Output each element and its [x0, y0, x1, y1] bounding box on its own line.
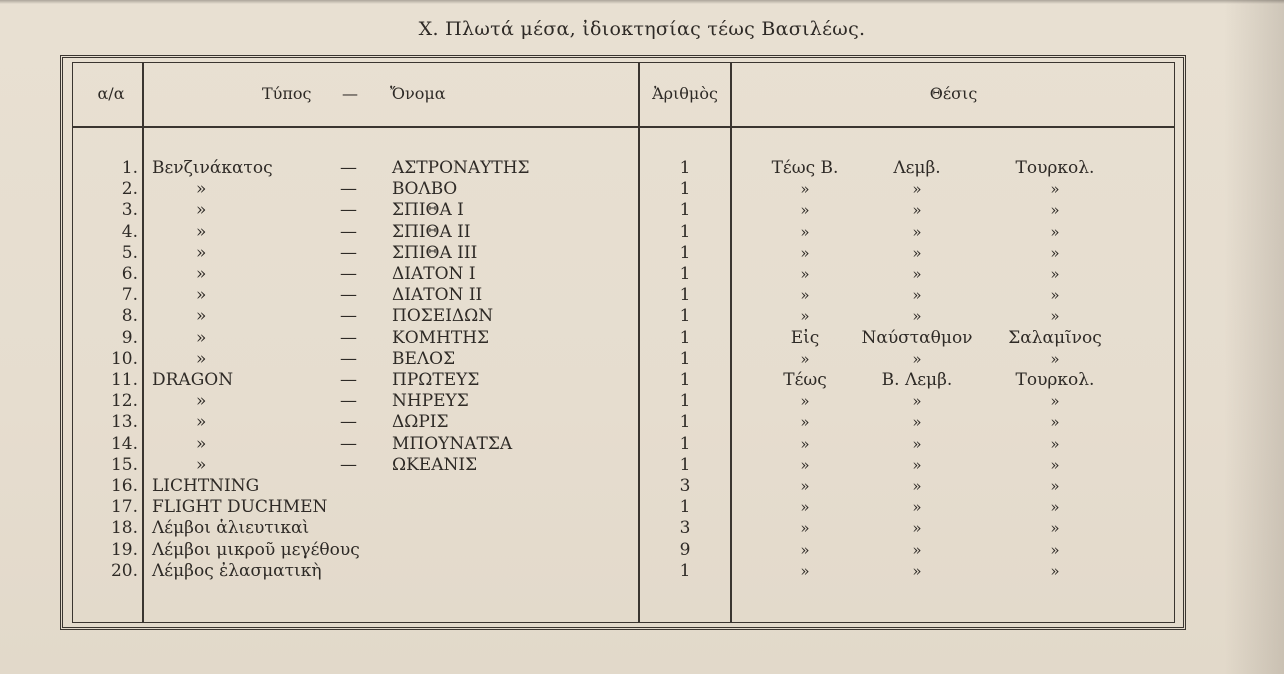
row-dash: — [340, 179, 357, 200]
row-index: 15. [110, 454, 138, 475]
row-index: 1. [121, 158, 138, 178]
row-number: 1 [679, 560, 691, 581]
row-position-3: » [1050, 477, 1060, 495]
row-type: Λέμβοι ἁλιευτικαὶ [152, 518, 310, 539]
row-number: 1 [679, 497, 691, 518]
row-dash: — [340, 454, 357, 475]
row-dash: — [340, 264, 357, 284]
row-number: 3 [679, 518, 691, 539]
row-position-2: » [912, 307, 922, 326]
row-name: ΔΩΡΙΣ [392, 412, 449, 433]
row-index: 20. [110, 560, 138, 581]
row-position-1: » [800, 349, 810, 368]
row-type: » [196, 348, 207, 369]
row-type: » [196, 179, 207, 200]
row-dash: — [340, 242, 357, 263]
row-position-2: » [912, 265, 922, 283]
row-position-3: » [1050, 265, 1060, 283]
row-position-3: Σαλαμῖνος [1008, 327, 1102, 348]
row-name: ΠΡΩΤΕΥΣ [392, 370, 480, 390]
row-type: » [196, 391, 207, 412]
row-type: Λέμβος ἐλασματικὴ [152, 560, 322, 581]
row-position-3: » [1050, 540, 1060, 559]
row-index: 18. [110, 518, 138, 539]
row-index: 13. [110, 412, 138, 433]
row-position-2: » [912, 392, 922, 411]
row-position-2: » [912, 243, 922, 262]
row-index: 2. [121, 179, 138, 200]
header-dash: — [342, 84, 358, 103]
row-name: ΣΠΙΘΑ ΙΙ [392, 221, 471, 242]
row-number: 1 [679, 370, 691, 390]
row-position-2: Β. Λεμβ. [881, 370, 953, 390]
row-number: 1 [679, 200, 691, 221]
row-type: » [196, 454, 207, 475]
row-position-3: » [1050, 201, 1060, 220]
row-type: » [196, 221, 207, 242]
row-dash: — [340, 348, 357, 369]
row-dash: — [340, 412, 357, 433]
row-name: ΒΟΛΒΟ [392, 179, 458, 200]
row-position-3: » [1050, 392, 1060, 411]
row-position-1: » [800, 222, 810, 241]
row-position-2: » [912, 413, 922, 432]
column-divider-index [142, 62, 144, 623]
row-position-3: » [1050, 349, 1060, 368]
row-position-1: » [800, 498, 810, 517]
row-position-2: Λεμβ. [893, 158, 941, 178]
row-position-2: » [912, 201, 922, 220]
row-position-1: » [800, 540, 810, 559]
row-position-1: » [800, 477, 810, 495]
row-position-1: » [800, 307, 810, 326]
row-position-1: » [800, 561, 810, 580]
header-position: Θέσις [929, 84, 978, 103]
row-position-2: » [912, 180, 922, 199]
row-index: 19. [110, 539, 138, 560]
row-position-3: » [1050, 180, 1060, 199]
row-name: ΣΠΙΘΑ Ι [392, 200, 464, 221]
row-name: ΒΕΛΟΣ [392, 348, 456, 369]
row-position-3: » [1050, 307, 1060, 326]
page-edge-shadow [1224, 0, 1284, 674]
row-type: » [196, 285, 207, 306]
row-type: LICHTNING [152, 476, 260, 496]
row-number: 1 [679, 327, 691, 348]
row-index: 9. [121, 327, 138, 348]
row-name: ΩΚΕΑΝΙΣ [392, 454, 478, 475]
row-position-2: » [912, 222, 922, 241]
row-position-1: » [800, 286, 810, 305]
row-index: 10. [110, 348, 138, 369]
row-type: DRAGON [152, 370, 234, 390]
row-dash: — [340, 285, 357, 306]
row-position-1: » [800, 413, 810, 432]
row-position-3: » [1050, 455, 1060, 474]
row-name: ΚΟΜΗΤΗΣ [392, 327, 490, 348]
row-dash: — [340, 433, 357, 454]
row-position-1: Εἰς [790, 327, 820, 348]
row-dash: — [340, 327, 357, 348]
header-index: α/α [97, 84, 125, 103]
header-divider [72, 126, 1175, 128]
row-position-1: » [800, 392, 810, 411]
row-position-3: » [1050, 561, 1060, 580]
row-name: ΠΟΣΕΙΔΩΝ [392, 306, 494, 327]
row-position-2: » [912, 286, 922, 305]
row-position-1: » [800, 265, 810, 283]
row-number: 1 [679, 158, 691, 178]
row-position-3: Τουρκολ. [1015, 158, 1095, 178]
row-position-1: » [800, 201, 810, 220]
row-index: 16. [110, 476, 138, 496]
row-index: 3. [121, 200, 138, 221]
row-number: 1 [679, 348, 691, 369]
row-position-2: Ναύσταθμον [861, 327, 973, 348]
row-position-2: » [912, 519, 922, 538]
row-number: 1 [679, 221, 691, 242]
header-number: Ἀριθμὸς [652, 84, 718, 103]
row-position-3: » [1050, 413, 1060, 432]
row-name: ΜΠΟΥΝΑΤΣΑ [392, 433, 513, 454]
row-number: 1 [679, 306, 691, 327]
row-position-2: » [912, 498, 922, 517]
row-dash: — [340, 306, 357, 327]
row-position-3: » [1050, 498, 1060, 517]
row-number: 1 [679, 433, 691, 454]
row-dash: — [340, 391, 357, 412]
header-type: Τύπος [262, 84, 312, 103]
row-name: ΝΗΡΕΥΣ [392, 391, 469, 412]
row-type: » [196, 264, 207, 284]
row-type: Λέμβοι μικροῦ μεγέθους [152, 539, 360, 560]
row-position-2: » [912, 561, 922, 580]
row-number: 1 [679, 242, 691, 263]
row-position-2: » [912, 434, 922, 453]
row-index: 5. [121, 242, 138, 263]
row-position-3: » [1050, 519, 1060, 538]
row-index: 7. [121, 285, 138, 306]
row-position-3: » [1050, 434, 1060, 453]
row-type: » [196, 433, 207, 454]
row-position-1: » [800, 434, 810, 453]
row-number: 1 [679, 391, 691, 412]
row-position-1: » [800, 455, 810, 474]
row-number: 9 [679, 539, 691, 560]
row-position-1: » [800, 180, 810, 199]
row-index: 8. [121, 306, 138, 327]
row-position-2: » [912, 455, 922, 474]
row-name: ΑΣΤΡΟΝΑΥΤΗΣ [392, 158, 530, 178]
row-number: 1 [679, 285, 691, 306]
row-position-1: » [800, 519, 810, 538]
row-dash: — [340, 200, 357, 221]
row-position-2: » [912, 477, 922, 495]
row-number: 1 [679, 412, 691, 433]
row-type: » [196, 412, 207, 433]
row-position-2: » [912, 540, 922, 559]
row-index: 17. [110, 497, 138, 518]
row-position-1: Τέως [783, 370, 827, 390]
row-name: ΔΙΑΤΟΝ ΙΙ [392, 285, 483, 306]
row-type: » [196, 306, 207, 327]
row-type: FLIGHT DUCHMEN [152, 497, 328, 518]
row-dash: — [340, 221, 357, 242]
row-number: 1 [679, 264, 691, 284]
table-caption: X. Πλωτά μέσα, ἰδιοκτησίας τέως Βασιλέως. [418, 18, 866, 40]
header-name: Ὄνομα [390, 84, 446, 103]
row-type: Βενζινάκατος [152, 158, 273, 178]
row-name: ΣΠΙΘΑ ΙΙΙ [392, 242, 478, 263]
row-type: » [196, 327, 207, 348]
row-position-3: » [1050, 222, 1060, 241]
row-type: » [196, 242, 207, 263]
row-position-1: » [800, 243, 810, 262]
page-top-edge [0, 0, 1284, 4]
row-index: 6. [121, 264, 138, 284]
row-dash: — [340, 158, 357, 178]
column-divider-number [730, 62, 732, 623]
row-index: 14. [110, 433, 138, 454]
row-number: 1 [679, 179, 691, 200]
row-number: 1 [679, 454, 691, 475]
row-position-3: Τουρκολ. [1015, 370, 1095, 390]
row-index: 11. [110, 370, 138, 390]
row-position-1: Τέως Β. [771, 158, 839, 178]
row-position-3: » [1050, 286, 1060, 305]
row-dash: — [340, 370, 357, 390]
row-position-3: » [1050, 243, 1060, 262]
row-position-2: » [912, 349, 922, 368]
row-name: ΔΙΑΤΟΝ Ι [392, 264, 476, 284]
row-number: 3 [679, 476, 691, 496]
row-type: » [196, 200, 207, 221]
row-index: 4. [121, 221, 138, 242]
row-index: 12. [110, 391, 138, 412]
